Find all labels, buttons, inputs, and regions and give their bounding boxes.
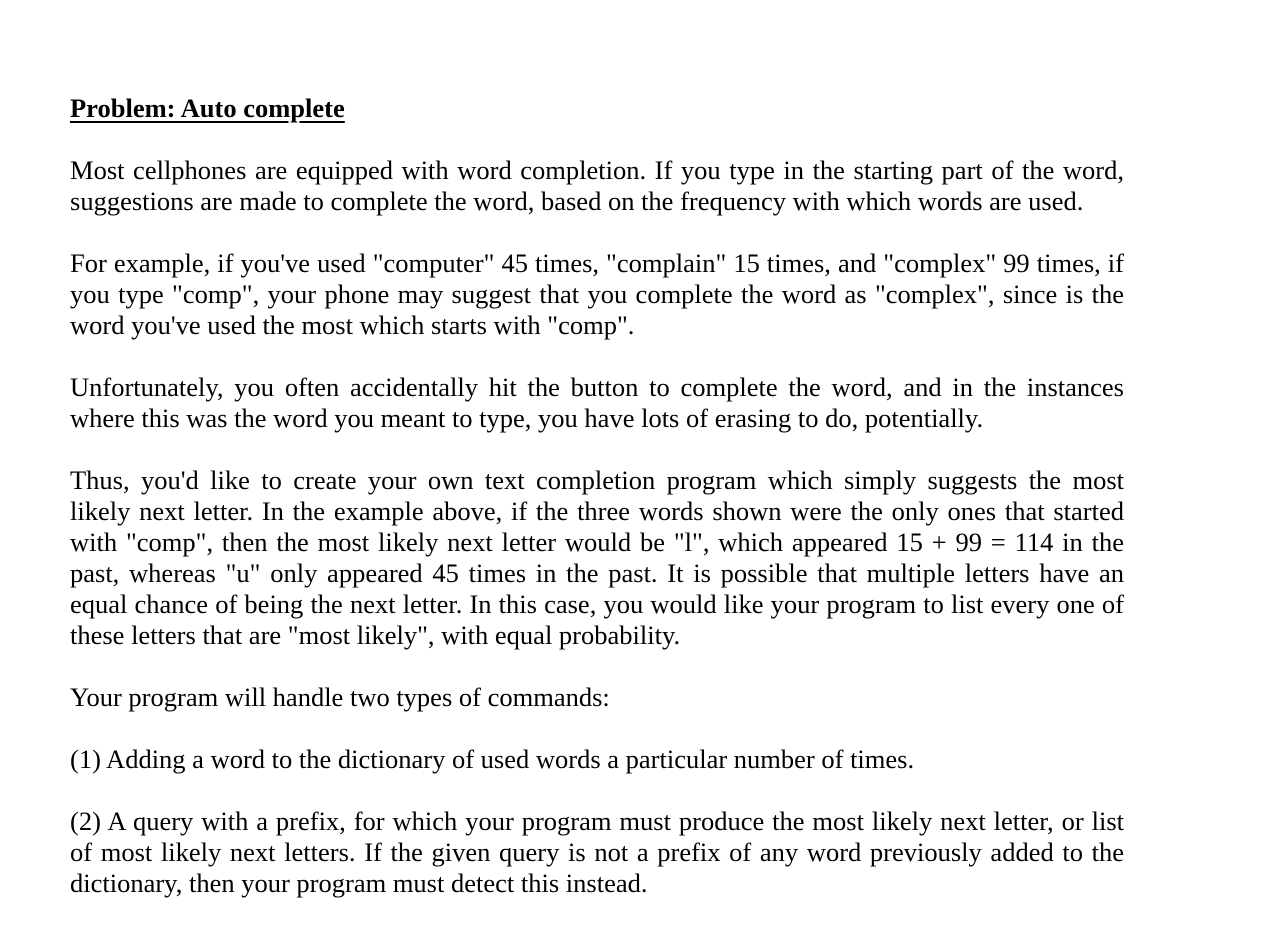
paragraph-goal: Thus, you'd like to create your own text completion program which simply suggests the most likely next letter. In the example above, if the three words shown were the only ones that started with "comp", then the most likely next letter would be "l", which appeared 15 + 99 = 114 in the past, whereas "u" only appeared 45 times in the past. It is possible that multiple letters have an equal chance of being the next letter. In this case, you would like your program to list every one of these letters that are "most likely", with equal probability.: [70, 465, 1124, 650]
paragraph-command-1: (1) Adding a word to the dictionary of used words a particular number of times.: [70, 744, 915, 774]
problem-title: Problem: Auto complete: [70, 93, 345, 123]
paragraph-intro: Most cellphones are equipped with word completion. If you type in the starting part of the word, suggestions are made to complete the word, based on the frequency with which words are used.: [70, 155, 1124, 216]
paragraph-example: For example, if you've used "computer" 45 times, "complain" 15 times, and "complex" 99 times, if you type "comp", your phone may suggest that you complete the word as "complex", since is the word you've used the most which starts with "comp".: [70, 248, 1124, 340]
paragraph-command-2: (2) A query with a prefix, for which your program must produce the most likely next letter, or list of most likely next letters. If the given query is not a prefix of any word previously added to the dictionary, then your program must detect this instead.: [70, 806, 1124, 898]
paragraph-problem: Unfortunately, you often accidentally hit the button to complete the word, and in the instances where this was the word you meant to type, you have lots of erasing to do, potentially.: [70, 372, 1124, 433]
document-page: [70, 93, 1124, 899]
paragraph-commands-intro: Your program will handle two types of commands:: [70, 682, 610, 712]
